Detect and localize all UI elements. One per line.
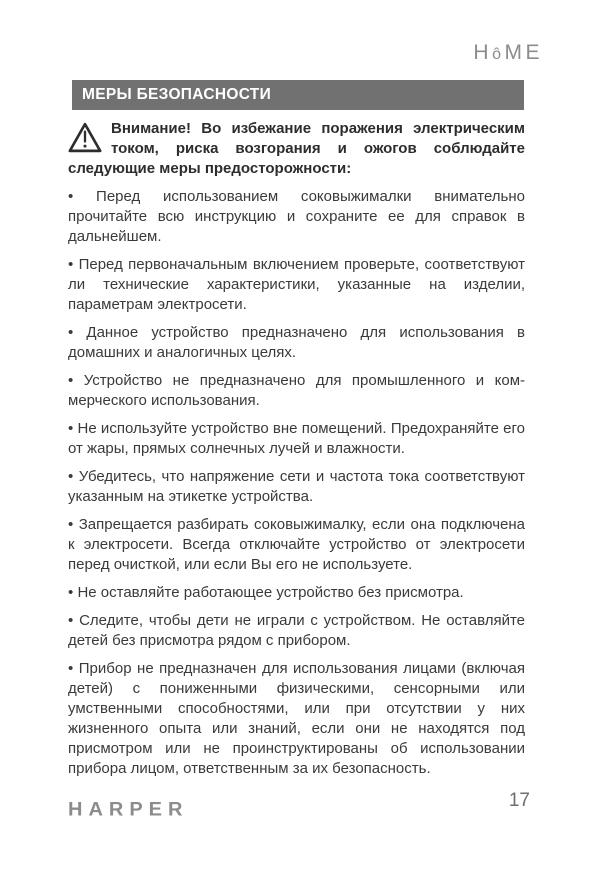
bullet-item xyxy=(68,419,525,459)
bullet-marker: • xyxy=(68,516,74,533)
bullet-marker: • xyxy=(68,468,74,485)
bullet-item xyxy=(68,583,525,603)
bullet-marker: • xyxy=(68,372,74,389)
bullet-text: Прибор не предназначен для использования лицами (включая детей) с пониженными физическими, сенсорными или умственными способностями, или при отсутствии у них жизненного опыта или знаний, если они не находятся под присмотром или не проинструктированы об использовании прибора лицом, ответственным за их безопасность. xyxy=(68,660,525,777)
bullet-marker: • xyxy=(68,188,74,205)
section-title-bar xyxy=(72,80,524,110)
bullet-marker: • xyxy=(68,660,74,677)
bullet-text: Следите, чтобы дети не играли с устройством. Не оставляйте детей без присмотра рядом с прибором. xyxy=(68,612,526,649)
bullet-text: Перед использованием соковыжималки внимательно прочитайте всю инструкцию и сохраните ее для справок в дальнейшем. xyxy=(68,188,525,245)
warning-paragraph xyxy=(68,119,525,179)
bullet-item xyxy=(68,187,525,247)
bullet-item xyxy=(68,323,525,363)
brand-letter-h: H xyxy=(473,41,493,64)
bullet-text: Не используйте устройство вне помещений. Предохраняйте его от жары, прямых солнечных лучей и влажности. xyxy=(68,420,525,457)
page-number: 17 xyxy=(508,790,530,811)
bullet-marker: • xyxy=(68,324,74,341)
bullet-text: Убедитесь, что напряжение сети и частота тока соответствуют указанным на этикетке устройства. xyxy=(68,468,525,505)
safety-text-column xyxy=(68,119,525,787)
bullet-text: Перед первоначальным включением проверьте, соответствуют ли технические характеристики, указанные на изделии, параметрам электросети. xyxy=(68,256,525,313)
warning-triangle-icon xyxy=(68,121,102,154)
bullet-item xyxy=(68,611,525,651)
bullet-marker: • xyxy=(68,612,74,629)
bullet-item xyxy=(68,515,525,575)
bullet-text: Не оставляйте работающее устройство без присмотра. xyxy=(77,584,464,601)
harper-logo: HARPER xyxy=(68,799,189,821)
page-footer xyxy=(68,790,544,822)
bullet-item xyxy=(68,255,525,315)
brand-letters-me: ME xyxy=(504,41,543,64)
home-brand-logo xyxy=(473,42,543,66)
bullet-text: Устройство не предназначено для промышленного и коммерческого использования. xyxy=(68,372,526,409)
bullet-item xyxy=(68,371,525,411)
house-o-icon: ô xyxy=(492,46,505,63)
section-title: МЕРЫ БЕЗОПАСНОСТИ xyxy=(82,86,272,103)
bullet-marker: • xyxy=(68,420,74,437)
bullet-marker: • xyxy=(68,256,74,273)
bullet-marker: • xyxy=(68,584,74,601)
bullet-text: Запрещается разбирать соковыжималку, если она подключена к электросети. Всегда отключайте устройство от электросети перед очисткой, или если Вы его не используете. xyxy=(68,516,526,573)
bullet-text: Данное устройство предназначено для использования в домашних и аналогичных целях. xyxy=(68,324,526,361)
bullet-item xyxy=(68,467,525,507)
bullet-item xyxy=(68,659,525,779)
warning-text: Внимание! Во избежание поражения электрическим током, риска возгорания и ожогов соблюдайте следующие меры предосторожности: xyxy=(68,120,525,177)
